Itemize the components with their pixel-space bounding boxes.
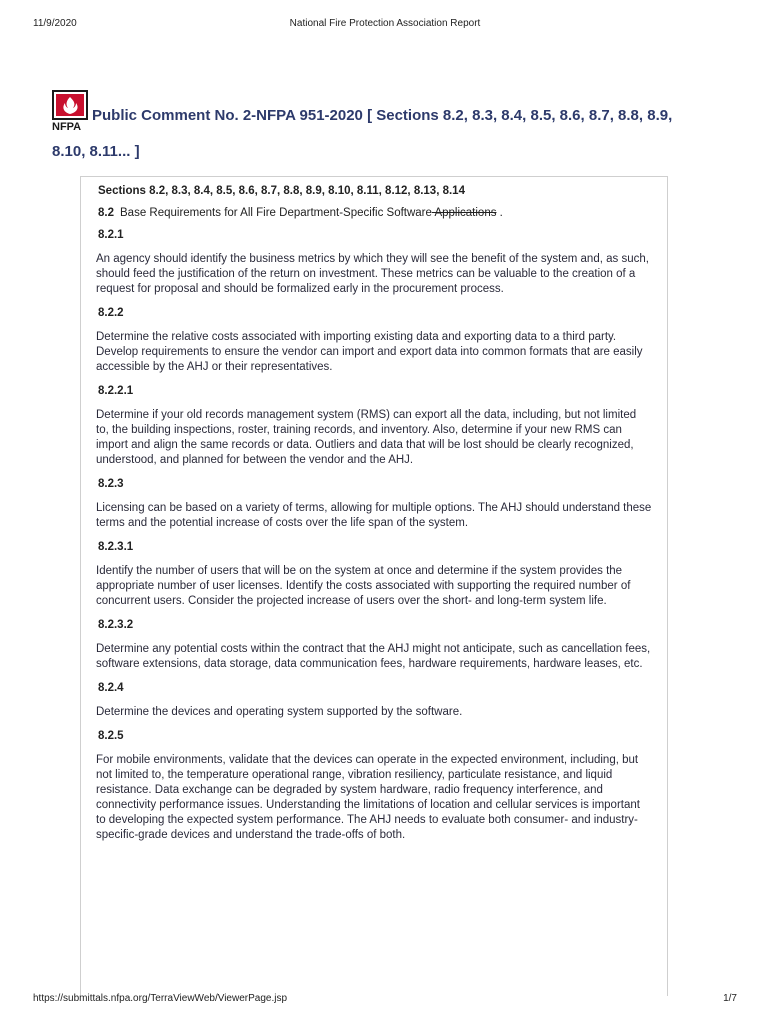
item-number: 8.2.5 [98, 730, 124, 742]
item-text: Determine if your old records management system (RMS) can export all the data, including, but not limited to, the building inspections, roster, training records, and inventory. Also, determine if your new RMS can import and align the same records or data. Outliers and data that will be lost should be clearly recognized, understood, and planned for between the vendor and the AHJ. [96, 409, 637, 466]
item-number: 8.2.2.1 [98, 385, 134, 397]
print-date: 11/9/2020 [33, 18, 77, 29]
item-number: 8.2.4 [98, 682, 124, 694]
item-text: Determine the relative costs associated with importing existing data and exporting data to a third party. Develop requirements to ensure the vendor can import and export data into common formats that are easily accessible by the AHJ or their representatives. [96, 331, 643, 373]
page-title: Public Comment No. 2-NFPA 951-2020 [ Sections 8.2, 8.3, 8.4, 8.5, 8.6, 8.7, 8.8, 8.9, 8.10, 8.11... ] [52, 107, 673, 160]
struck-text: Applications [431, 207, 497, 219]
page-number: 1/7 [723, 993, 737, 1004]
section-heading [98, 206, 652, 221]
item-text: Identify the number of users that will be on the system at once and determine if the system provides the appropriate number of user licenses. Identify the costs associated with supporting the required number of concurrent users. Consider the projected increase of users over the short- and long-term system life. [96, 565, 631, 607]
logo-text: NFPA [52, 121, 82, 132]
print-header-title: National Fire Protection Association Report [289, 18, 481, 29]
footer-url-link[interactable]: https://submittals.nfpa.org/TerraViewWeb/ViewerPage.jsp [33, 993, 288, 1004]
item-number: 8.2.1 [98, 229, 124, 241]
section-end: . [496, 207, 503, 219]
item-text: For mobile environments, validate that the devices can operate in the expected environment, including, but not limited to, the temperature operational range, vibration resiliency, particulate resistance, and liquid resistance. Data exchange can be degraded by system hardware, radio frequency interference, and connectivity performance issues. Understanding the limitations of location and cellular services is important to developing the expected system performance. The AHJ needs to evaluate both consumer- and industry-specific-grade devices and understand the trade-offs of both. [96, 754, 640, 841]
item-number: 8.2.2 [98, 307, 124, 319]
section-number: 8.2 [98, 207, 114, 219]
item-number: 8.2.3.2 [98, 619, 134, 631]
item-text: Licensing can be based on a variety of terms, allowing for multiple options. The AHJ should understand these terms and the potential increase of costs over the life span of the system. [96, 502, 652, 529]
item-number: 8.2.3 [98, 478, 124, 490]
item-text: Determine the devices and operating system supported by the software. [96, 706, 463, 718]
section-text: Base Requirements for All Fire Department-Specific Software [120, 207, 432, 219]
item-text: An agency should identify the business metrics by which they will see the benefit of the system and, as such, should feed the justification of the return on investment. These metrics can be valuable to the creation of a request for proposal and should be formalized early in the procurement process. [96, 253, 649, 295]
comment-content [96, 184, 652, 852]
item-text: Determine any potential costs within the contract that the AHJ might not anticipate, such as cancellation fees, software extensions, data storage, data communication fees, hardware requirements, hardware leases, etc. [96, 643, 651, 670]
sections-line: Sections 8.2, 8.3, 8.4, 8.5, 8.6, 8.7, 8.8, 8.9, 8.10, 8.11, 8.12, 8.13, 8.14 [98, 185, 465, 197]
item-number: 8.2.3.1 [98, 541, 134, 553]
